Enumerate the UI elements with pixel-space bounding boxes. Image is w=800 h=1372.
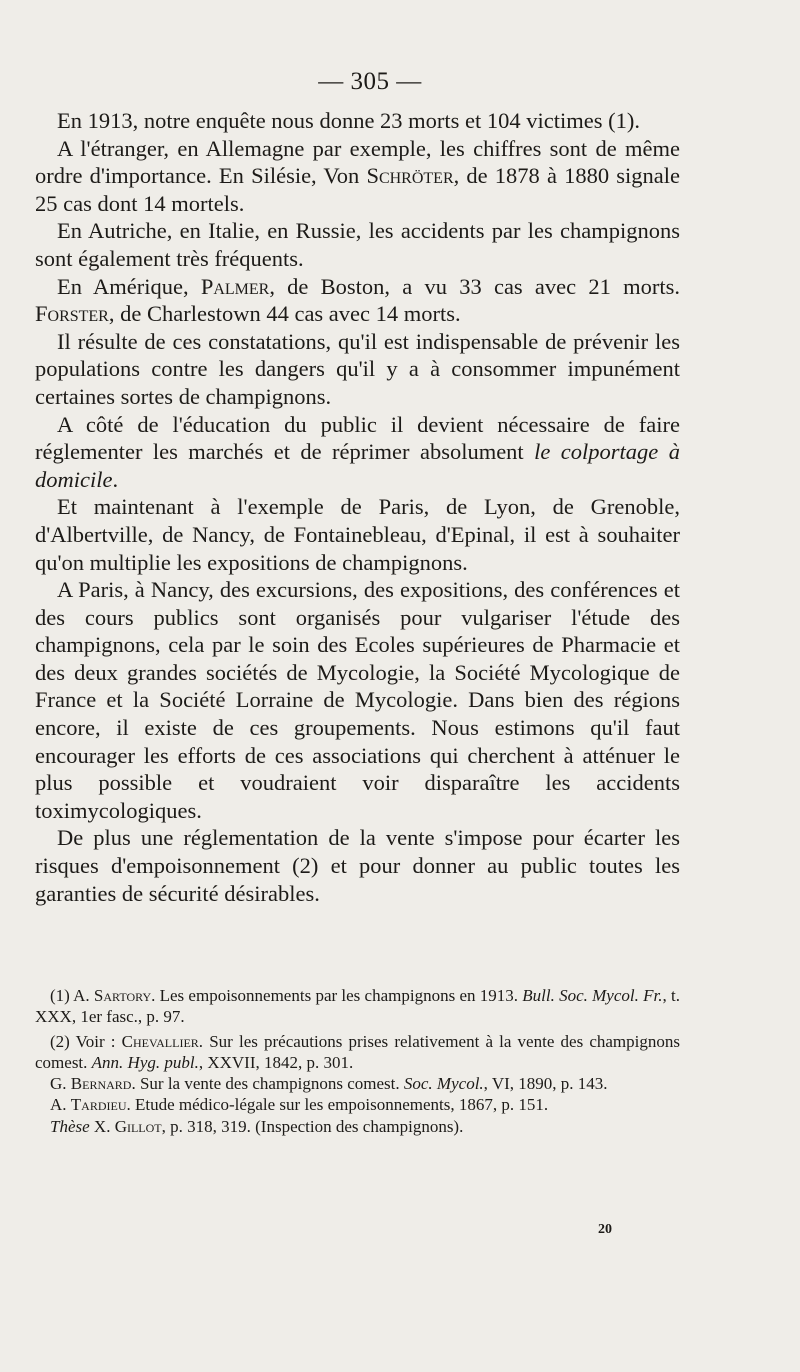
footnote: Thèse X. Gillot, p. 318, 319. (Inspection des champignons). [50,1116,464,1136]
paragraph: Il résulte de ces constatations, qu'il est indispensable de prévenir les populations contre les dangers qu'il y a à consommer impunément certaines sortes de champignons. [35,328,680,409]
author-name: Sartory [93,986,152,1005]
paragraph: De plus une réglementation de la vente s'impose pour écarter les risques d'empoisonnement (2) et pour donner au public toutes les garanties de sécurité désirables. [35,825,680,906]
footnote: G. Bernard. Sur la vente des champignons comest. Soc. Mycol., VI, 1890, p. 143. [50,1074,608,1094]
italic-text: le colportage à domicile [35,439,680,492]
italic-text: Bull. Soc. Mycol. Fr. [522,986,663,1005]
footnote: (1) A. Sartory. Les empoisonnements par les champignons en 1913. Bull. Soc. Mycol. Fr., t. XXX, 1er fasc., p. 97. [35,986,680,1027]
italic-text: Ann. Hyg. publ. [91,1052,199,1072]
paragraph: Et maintenant à l'exemple de Paris, de Lyon, de Grenoble, d'Albertville, de Nancy, de Fontainebleau, d'Epinal, il est à souhaiter qu'on multiplie les expositions de champignons. [35,494,680,575]
italic-text: Thèse [50,1116,90,1136]
footnote: A. Tardieu. Etude médico-légale sur les empoisonnements, 1867, p. 151. [50,1095,549,1115]
paragraph: En Autriche, en Italie, en Russie, les accidents par les champignons sont également très fréquents. [35,218,680,271]
author-name: Schröter [366,163,454,189]
author-name: Chevallier [121,1031,199,1051]
author-name: Palmer [200,273,270,299]
author-name: Forster [35,301,109,327]
paragraph: A Paris, à Nancy, des excursions, des expositions, des conférences et des cours publics sont organisés pour vulgariser l'étude des champignons, cela par le soin des Ecoles supérieures de Pharmacie et des deux grandes sociétés de Mycologie, la Société Mycologique de France et la Société Lorraine de Mycologie. Dans bien des régions encore, il existe de ces groupements. Nous estimons qu'il faut encourager les efforts de ces associations qui cherchent à atténuer le plus possible et voudraient voir disparaître les accidents toximycologiques. [35,577,680,823]
footnotes [35,985,680,1137]
page-number: — 305 — [318,68,422,95]
paragraph: En 1913, notre enquête nous donne 23 morts et 104 victimes (1). [57,108,641,133]
author-name: Bernard [70,1074,132,1094]
italic-text: Soc. Mycol. [403,1074,484,1094]
paragraph: A côté de l'éducation du public il devient nécessaire de faire réglementer les marchés et de réprimer absolument le colportage à domicile. [35,411,680,492]
author-name: Tardieu [70,1095,127,1115]
body-text [35,107,680,907]
signature-mark: 20 [598,1222,612,1237]
paragraph: En Amérique, Palmer, de Boston, a vu 33 cas avec 21 morts. Forster, de Charlestown 44 cas avec 14 morts. [35,273,680,327]
paragraph: A l'étranger, en Allemagne par exemple, les chiffres sont de même ordre d'importance. En Silésie, Von Schröter, de 1878 à 1880 signale 25 cas dont 14 mortels. [35,135,680,216]
footnote: (2) Voir : Chevallier. Sur les précautions prises relativement à la vente des champignons comest. Ann. Hyg. publ., XXVII, 1842, p. 301. [35,1031,680,1072]
author-name: Gillot [114,1116,162,1136]
